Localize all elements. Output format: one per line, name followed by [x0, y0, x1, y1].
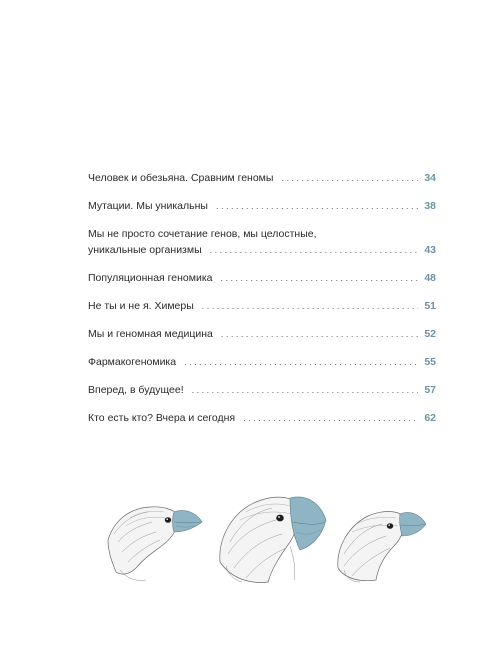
toc-entry-genomic-medicine[interactable]	[88, 326, 436, 342]
toc-entry-title: Популяционная геномика	[88, 272, 213, 284]
toc-entry-line	[88, 198, 436, 214]
toc-dot-leader	[210, 242, 418, 258]
toc-entry-title: Мутации. Мы уникальны	[88, 200, 208, 212]
toc-page-number: 57	[424, 384, 436, 396]
toc-entry-population-genomics[interactable]	[88, 270, 436, 286]
toc-dot-leader	[216, 198, 418, 214]
toc-entry-chimeras[interactable]	[88, 298, 436, 314]
toc-dot-leader	[202, 298, 418, 314]
finch-right-icon	[338, 512, 426, 583]
toc-page-number: 43	[424, 244, 436, 256]
toc-entry-line	[88, 382, 436, 398]
toc-entry-who-is-who[interactable]	[88, 410, 436, 426]
toc-entry-line	[88, 270, 436, 286]
toc-dot-leader	[243, 410, 418, 426]
toc-entry-title: Вперед, в будущее!	[88, 384, 184, 396]
toc-page-number: 62	[424, 412, 436, 424]
toc-entry-title: Мы и геномная медицина	[88, 328, 213, 340]
toc-page-number: 38	[424, 200, 436, 212]
toc-page-number: 51	[424, 300, 436, 312]
toc-entry-title-line1: Мы не просто сочетание генов, мы целостные,	[88, 228, 317, 240]
toc-dot-leader	[221, 270, 419, 286]
toc-dot-leader	[184, 354, 418, 370]
finch-left-icon	[108, 507, 202, 581]
finch-middle-icon	[220, 497, 326, 582]
finch-heads-illustration-icon	[100, 482, 430, 587]
toc-entry-line	[88, 326, 436, 342]
toc-entry-mutations[interactable]	[88, 198, 436, 214]
toc-entry-pharmacogenomics[interactable]	[88, 354, 436, 370]
toc-entry-line	[88, 298, 436, 314]
toc-page-number: 48	[424, 272, 436, 284]
toc-entry-line	[88, 354, 436, 370]
toc-entry-title: Человек и обезьяна. Сравним геномы	[88, 172, 274, 184]
toc-entry-into-the-future[interactable]	[88, 382, 436, 398]
toc-entry-unique-organisms[interactable]	[88, 226, 436, 258]
toc-entry-title: Не ты и не я. Химеры	[88, 300, 194, 312]
toc-dot-leader	[281, 170, 418, 186]
toc-entry-title: уникальные организмы	[88, 244, 202, 256]
table-of-contents	[88, 170, 436, 438]
toc-entry-human-and-ape[interactable]	[88, 170, 436, 186]
toc-entry-title: Фармакогеномика	[88, 356, 177, 368]
toc-dot-leader	[221, 326, 418, 342]
toc-entry-line	[88, 242, 436, 258]
toc-entry-title: Кто есть кто? Вчера и сегодня	[88, 412, 236, 424]
toc-entry-line	[88, 410, 436, 426]
toc-page-number: 34	[424, 172, 436, 184]
toc-dot-leader	[192, 382, 418, 398]
toc-entry-line	[88, 170, 436, 186]
toc-page-number: 52	[424, 328, 436, 340]
toc-page-number: 55	[424, 356, 436, 368]
